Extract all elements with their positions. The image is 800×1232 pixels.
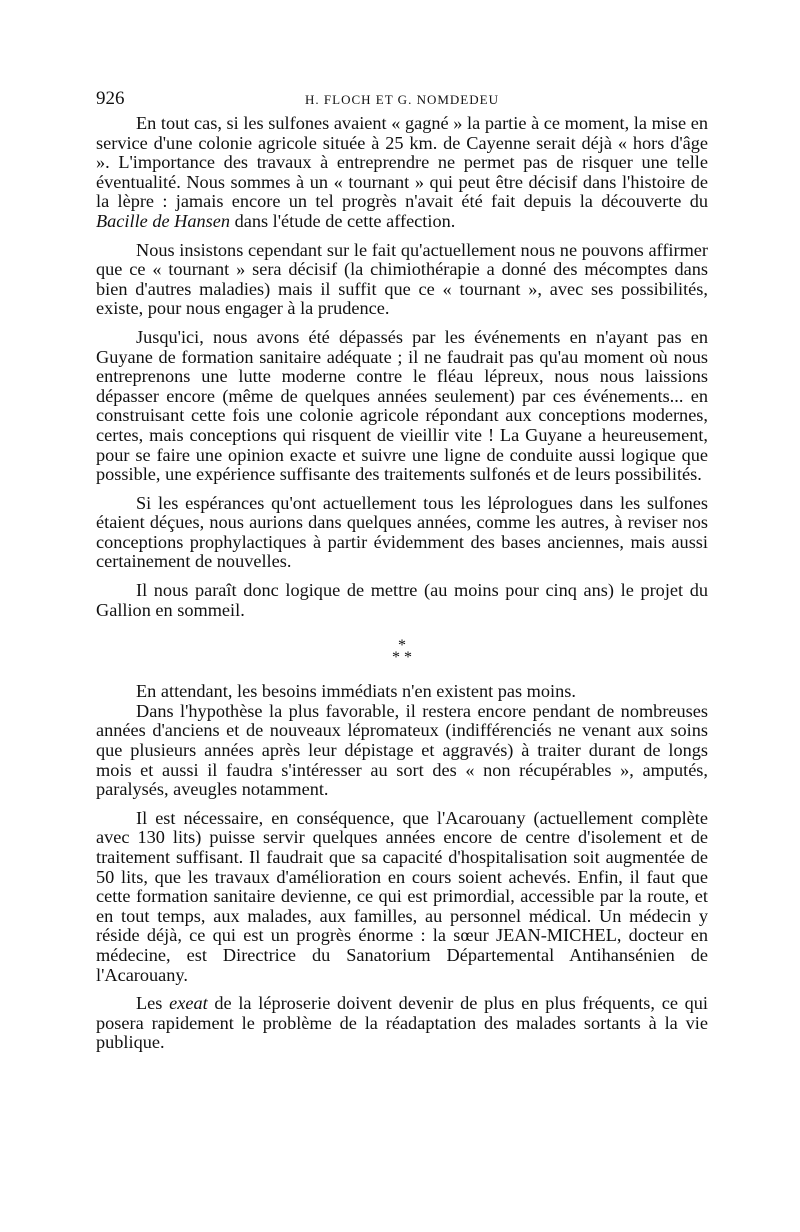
paragraph-9 <box>96 994 708 1053</box>
body-text <box>96 114 708 1053</box>
asterism-bottom: * * <box>392 649 412 667</box>
paragraph-2: Nous insistons cependant sur le fait qu'actuellement nous ne pouvons affirmer que ce « tournant » sera décisif (la chimiothérapie a donné des mécomptes dans bien d'autres maladies) mais il suffit que ce « tournant », avec ses possibilités, existe, pour nous engager à la prudence. <box>96 239 708 319</box>
asterism-top: * <box>398 637 406 655</box>
paragraph-4: Si les espérances qu'ont actuellement tous les léprologues dans les sulfones étaient déçues, nous aurions dans quelques années, comme les autres, à reviser nos conceptions prophylactiques à partir évidemment des bases anciennes, mais aussi certainement de nouvelles. <box>96 492 708 572</box>
paragraph-9-tail: de la léproserie doivent devenir de plus en plus fréquents, ce qui posera rapidement le problème de la réadaptation des malades sortants à la vie publique. <box>96 993 708 1053</box>
running-header <box>96 84 708 114</box>
paragraph-3: Jusqu'ici, nous avons été dépassés par les événements en n'ayant pas en Guyane de formation sanitaire adéquate ; il ne faudrait pas qu'au moment où nous entreprenons une lutte moderne contre le fléau lépreux, nous nous laissions dépasser encore (même de quelques années seulement) par ces événements... en construisant cette fois une colonie agricole répondant aux conceptions modernes, certes, mais conceptions qui risquent de vieillir vite ! La Guyane a heureusement, pour se faire une opinion exacte et suivre une ligne de conduite aussi logique que possible, une expérience suffisante des traitements sulfonés et de leurs possibilités. <box>96 326 708 485</box>
page-number: 926 <box>96 88 125 109</box>
paragraph-9-text: Les <box>136 993 170 1014</box>
paragraph-8: Il est nécessaire, en conséquence, que l'Acarouany (actuellement complète avec 130 lits) puisse servir quelques années encore de centre d'isolement et de traitement suffisant. Il faudrait que sa capacité d'hospitalisation soit augmentée de 50 lits, que les travaux d'amélioration en cours soient achevés. Enfin, il faut que cette formation sanitaire devienne, ce qui est primordial, accessible par la route, et en tout temps, aux malades, aux familles, au personnel médical. Un médecin y réside déjà, ce qui est un progrès énorme : la sœur JEAN-MICHEL, docteur en médecine, est Directrice du Sanatorium Départemental Antihansénien de l'Acarouany. <box>96 807 708 985</box>
paragraph-1-text: En tout cas, si les sulfones avaient « gagné » la partie à ce moment, la mise en service d'une colonie agricole située à 25 km. de Cayenne serait déjà « hors d'âge ». L'importance des travaux à entreprendre ne permet pas de risquer une telle éventualité. Nous sommes à un « tournant » qui peut être décisif dans l'histoire de la lèpre : jamais encore un tel progrès n'avait été fait depuis la découverte du <box>96 113 708 212</box>
section-separator <box>96 637 708 667</box>
italic-term: exeat <box>169 993 208 1014</box>
paragraph-1-tail: dans l'étude de cette affection. <box>230 210 456 231</box>
running-title: H. FLOCH ET G. NOMDEDEU <box>305 92 499 107</box>
paragraph-5: Il nous paraît donc logique de mettre (au moins pour cinq ans) le projet du Gallion en sommeil. <box>96 580 708 620</box>
paragraph-6: En attendant, les besoins immédiats n'en existent pas moins. <box>136 681 576 702</box>
paragraph-1 <box>96 114 708 232</box>
paragraph-7: Dans l'hypothèse la plus favorable, il restera encore pendant de nombreuses années d'anciens et de nouveaux lépromateux (indifférenciés ne venant aux soins que plusieurs années après leur dépistage et aggravés) à traiter durant de longs mois et aussi il faudra s'intéresser au sort des « non récupérables », amputés, paralysés, aveugles notamment. <box>96 700 708 800</box>
page <box>96 84 708 1062</box>
italic-term: Bacille de Hansen <box>96 210 231 231</box>
